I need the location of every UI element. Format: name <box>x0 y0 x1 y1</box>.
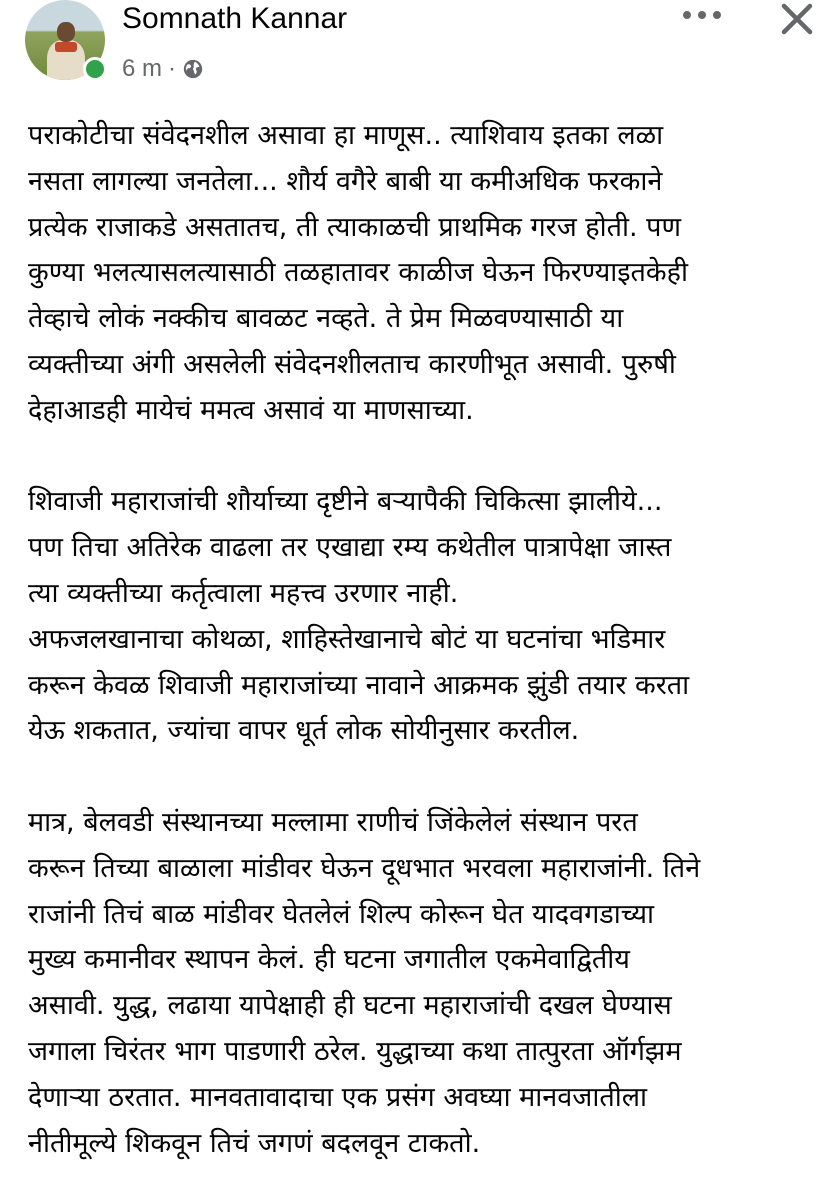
post-line: कुण्या भलत्यासलत्यासाठी तळहातावर काळीज घेऊन फिरण्याइतकेही <box>28 257 688 289</box>
post-meta <box>122 52 204 86</box>
more-dot <box>683 11 691 19</box>
post-line: करून केवळ शिवाजी महाराजांच्या नावाने आक्रमक झुंडी तयार करता <box>28 669 690 701</box>
post-line: असावी. युद्ध, लढाया यापेक्षाही ही घटना महाराजांची दखल घेण्यास <box>28 990 672 1022</box>
post-text <box>28 113 818 1166</box>
post-line: व्यक्तीच्या अंगी असलेली संवेदनशीलताच कारणीभूत असावी. पुरुषी <box>28 348 676 380</box>
post-line: जगाला चिरंतर भाग पाडणारी ठरेल. युद्धाच्या कथा तात्पुरता ऑर्गझम <box>28 1035 682 1067</box>
globe-icon[interactable] <box>182 58 204 80</box>
meta-separator: · <box>168 55 177 82</box>
close-icon[interactable] <box>778 0 816 38</box>
post-line: प्रत्येक राजाकडे असतातच, ती त्याकाळची प्राथमिक गरज होती. पण <box>28 211 682 243</box>
post-line: तेव्हाचे लोकं नक्कीच बावळट नव्हते. ते प्रेम मिळवण्यासाठी या <box>28 303 624 335</box>
more-dot <box>698 11 706 19</box>
post-line: नसता लागल्या जनतेला... शौर्य वगैरे बाबी या कमीअधिक फरकाने <box>28 165 663 197</box>
post-line: देणाऱ्या ठरतात. मानवतावादाचा एक प्रसंग अवघ्या मानवजातीला <box>28 1081 648 1113</box>
more-options-icon[interactable] <box>683 4 721 26</box>
post-line: मुख्य कमानीवर स्थापन केलं. ही घटना जगातील एकमेवाद्वितीय <box>28 944 630 976</box>
post-line: राजांनी तिचं बाळ मांडीवर घेतलेलं शिल्प कोरून घेत यादवगडाच्या <box>28 898 655 930</box>
paragraph-gap <box>28 434 818 480</box>
post-line: मात्र, बेलवडी संस्थानच्या मल्लामा राणीचं जिंकेलेलं संस्थान परत <box>28 806 638 838</box>
post-line: नीतीमूल्ये शिकवून तिचं जगणं बदलवून टाकतो. <box>28 1127 481 1159</box>
paragraph-gap <box>28 754 818 800</box>
post-line: अफजलखानाचा कोथळा, शाहिस्तेखानाचे बोटं या घटनांचा भडिमार <box>28 623 666 655</box>
avatar-person-head <box>57 22 75 42</box>
post-line: पण तिचा अतिरेक वाढला तर एखाद्या रम्य कथेतील पात्रापेक्षा जास्त <box>28 532 672 564</box>
avatar-person-scarf <box>55 42 77 52</box>
post-line: शिवाजी महाराजांची शौर्याच्या दृष्टीने बऱ्यापैकी चिकित्सा झालीये... <box>28 486 663 518</box>
author-name[interactable]: Somnath Kannar <box>122 2 348 35</box>
post-time[interactable]: 6 m <box>122 55 163 82</box>
post-line: येऊ शकतात, ज्यांचा वापर धूर्त लोक सोयीनुसार करतील. <box>28 715 580 747</box>
online-status-dot <box>83 57 107 81</box>
more-dot <box>713 11 721 19</box>
post-line: त्या व्यक्तीच्या कर्तृत्वाला महत्त्व उरणार नाही. <box>28 577 459 609</box>
post-header <box>0 0 838 110</box>
post-line: करून तिच्या बाळाला मांडीवर घेऊन दूधभात भरवला महाराजांनी. तिने <box>28 852 701 884</box>
post-line: देहाआडही मायेचं ममत्व असावं या माणसाच्या. <box>28 394 474 426</box>
post-line: पराकोटीचा संवेदनशील असावा हा माणूस.. त्याशिवाय इतका लळा <box>28 120 664 151</box>
